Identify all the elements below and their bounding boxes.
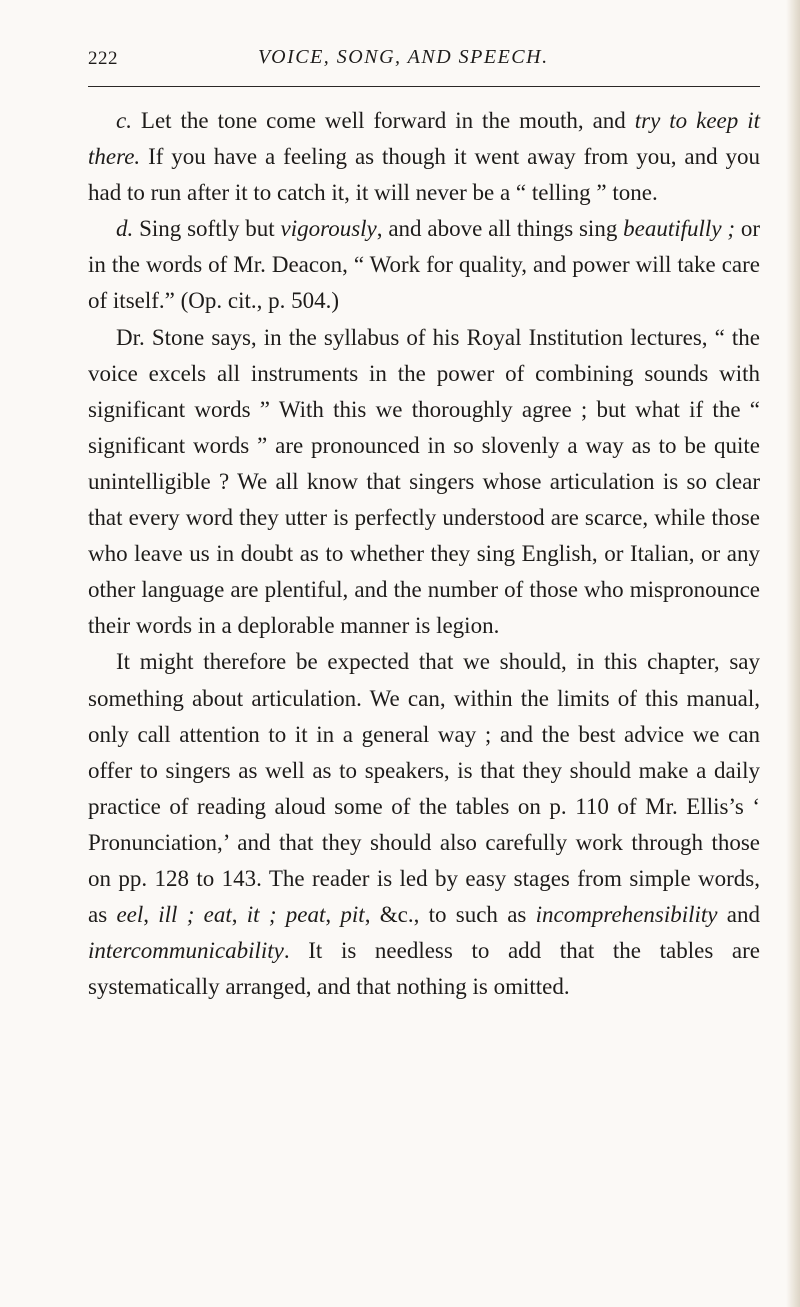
italic-text: try to keep it there. [88,108,760,170]
text-run: and [717,902,760,928]
text-run: Let the tone come well forward in the mouth, and [131,108,635,133]
italic-text: pit [340,902,365,928]
text-run: , [325,902,341,928]
italic-text: beautifully ; [623,216,736,242]
page-edge [786,0,800,1307]
text-run: or in the words of Mr. Deacon, “ Work for quality, and power will take care of itself.” (Op. cit., p. 504.) [88,216,760,314]
paragraph-articulation [88,644,760,1005]
text-run: , and above all things sing [376,216,624,242]
text-run: If you have a feeling as though it went away from you, and you had to run after it to catch it, it will never be a “ telling ” tone. [88,144,760,206]
italic-text: vigorously [280,216,377,242]
text-run: . It is needless to add that the tables are systematically arranged, and that nothing is omitted. [88,938,760,1000]
text-run: , [143,902,159,928]
text-run: , &c., to such as [364,902,536,928]
text-run: It might therefore be expected that we should, in this chapter, say something about articulation. We can, within the limits of this manual, only call attention to it in a general way ; and the best advice we can offer to singers as well as to speakers, is that they should make a daily practice of reading aloud some of the tables on p. 110 of Mr. Ellis’s ‘ Pronunciation,’ and that they should also carefully work through those on pp. 128 to 143. The reader is led by easy stages from simple words, as [88,649,760,928]
text-run: , [231,902,247,928]
italic-text: it ; peat [246,902,326,928]
italic-text: eel [116,902,144,928]
page-header [88,42,760,87]
paragraph-stone [88,320,760,645]
page-number: 222 [88,48,118,69]
running-title: VOICE, SONG, AND SPEECH. [258,46,549,68]
italic-text: intercommunicability [88,938,284,964]
italic-text: incomprehensibility [535,902,718,928]
italic-text: ill ; eat [158,902,232,928]
italic-text: d. [116,216,134,242]
paragraph-d [88,211,760,319]
italic-text: c. [116,108,132,133]
text-run: Sing softly but [133,216,281,242]
text-run: Dr. Stone says, in the syllabus of his Royal Institution lectures, “ the voice excels all instruments in the power of combining sounds with significant words ” With this we thoroughly agree ; but what if the “ significant words ” are pronounced in so slovenly a way as to be quite unintelligible ? We all know that singers whose articulation is so clear that every word they utter is perfectly understood are scarce, while those who leave us in doubt as to whether they sing English, or Italian, or any other language are plentiful, and the number of those who mispronounce their words in a deplorable manner is legion. [88,324,760,639]
body-text [88,103,760,1005]
paragraph-c [88,103,760,211]
